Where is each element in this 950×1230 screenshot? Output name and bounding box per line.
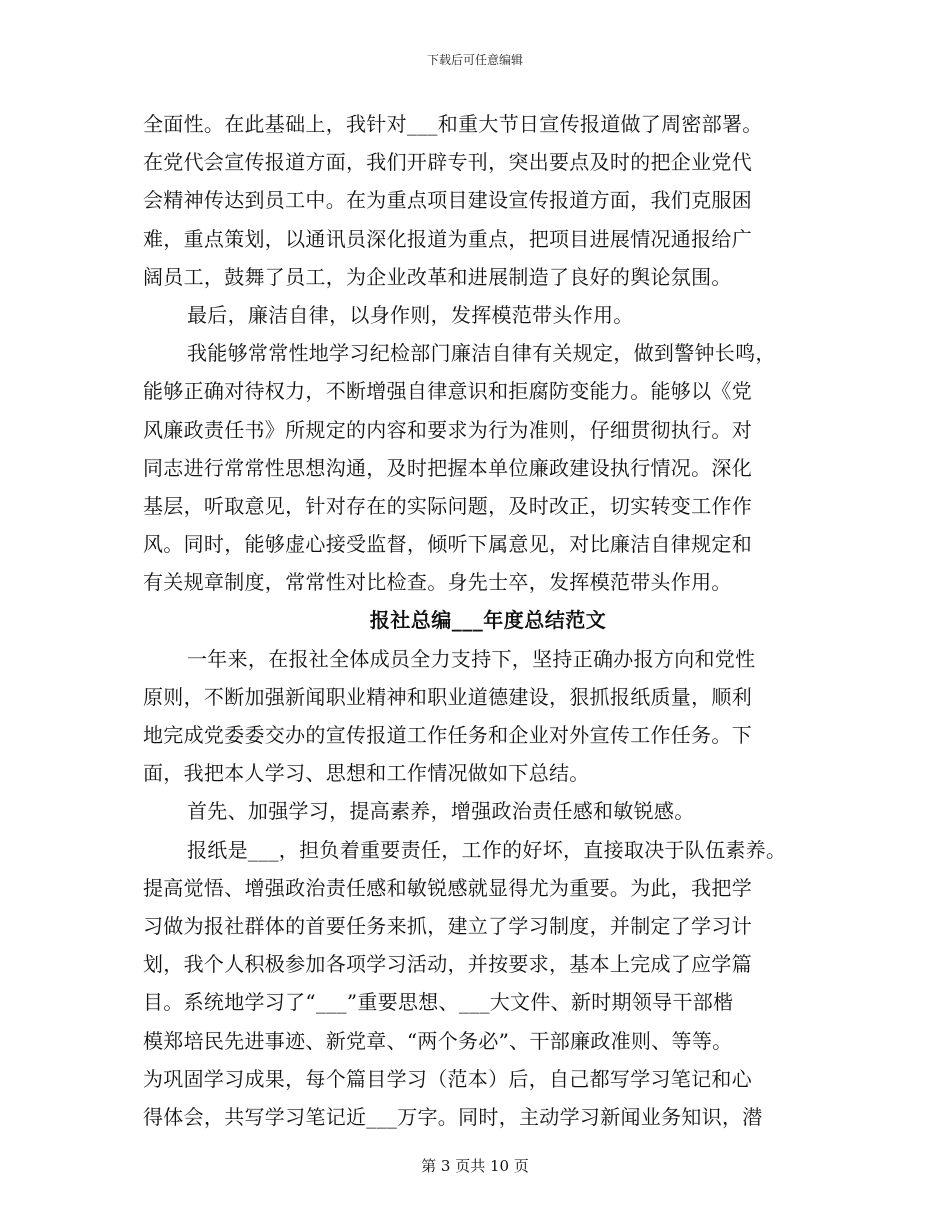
paragraph-line: 一年来，在报社全体成员全力支持下，坚持正确办报方向和党性: [187, 646, 756, 671]
paragraph-line: 风廉政责任书》所规定的内容和要求为行为准则，仔细贯彻执行。对: [143, 417, 752, 442]
paragraph-line: 模郑培民先进事迹、新党章、“两个务必”、干部廉政准则、等等。: [143, 1028, 733, 1053]
paragraph-line: 面，我把本人学习、思想和工作情况做如下总结。: [143, 761, 590, 786]
paragraph-line: 有关规章制度，常常性对比检查。身先士卒，发挥模范带头作用。: [143, 570, 732, 595]
paragraph-line: 难，重点策划，以通讯员深化报道为重点，把项目进展情况通报给广: [143, 226, 752, 251]
paragraph-line: 能够正确对待权力，不断增强自律意识和拒腐防变能力。能够以《党: [143, 379, 752, 404]
paragraph-line: 全面性。在此基础上，我针对___和重大节日宣传报道做了周密部署。: [143, 112, 763, 136]
paragraph-line: 最后，廉洁自律，以身作则，发挥模范带头作用。: [187, 302, 634, 327]
paragraph-line: 阔员工，鼓舞了员工，为企业改革和进展制造了良好的舆论氛围。: [143, 264, 732, 289]
paragraph-line: 地完成党委委交办的宣传报道工作任务和企业对外宣传工作任务。下: [143, 723, 752, 747]
paragraph-line: 会精神传达到员工中。在为重点项目建设宣传报道方面，我们克服困: [143, 188, 752, 213]
document-body: [143, 105, 833, 1136]
paragraph-line: 在党代会宣传报道方面，我们开辟专刊，突出要点及时的把企业党代: [143, 150, 752, 175]
paragraph-line: 我能够常常性地学习纪检部门廉洁自律有关规定，做到警钟长鸣，: [187, 341, 776, 366]
paragraph-line: 提高觉悟、增强政治责任感和敏锐感就显得尤为重要。为此，我把学: [143, 875, 752, 900]
paragraph-line: 风。同时，能够虚心接受监督，倾听下属意见，对比廉洁自律规定和: [143, 532, 752, 557]
paragraph-line: 原则，不断加强新闻职业精神和职业道德建设，狠抓报纸质量，顺利: [143, 684, 752, 709]
paragraph-line: 得体会，共写学习笔记近___万字。同时，主动学习新闻业务知识，潜: [143, 1104, 763, 1129]
paragraph-line: 划，我个人积极参加各项学习活动，并按要求，基本上完成了应学篇: [143, 952, 752, 977]
paragraph-line: 基层，听取意见，针对存在的实际问题，及时改正，切实转变工作作: [143, 493, 752, 518]
paragraph-line: 报纸是___，担负着重要责任，工作的好坏，直接取决于队伍素养。: [187, 837, 787, 862]
page-number: 第 3 页共 10 页: [421, 1157, 529, 1175]
page-header-note: 下载后可任意编辑: [426, 53, 523, 67]
paragraph-line: 首先、加强学习，提高素养，增强政治责任感和敏锐感。: [187, 799, 695, 824]
section-heading: 报社总编___年度总结范文: [369, 608, 607, 633]
paragraph-line: 同志进行常常性思想沟通，及时把握本单位廉政建设执行情况。深化: [143, 455, 752, 480]
paragraph-line: 目。系统地学习了“___”重要思想、___大文件、新时期领导干部楷: [143, 990, 734, 1015]
paragraph-line: 为巩固学习成果，每个篇目学习（范本）后，自己都写学习笔记和心: [143, 1066, 752, 1091]
paragraph-line: 习做为报社群体的首要任务来抓，建立了学习制度，并制定了学习计: [143, 913, 752, 938]
